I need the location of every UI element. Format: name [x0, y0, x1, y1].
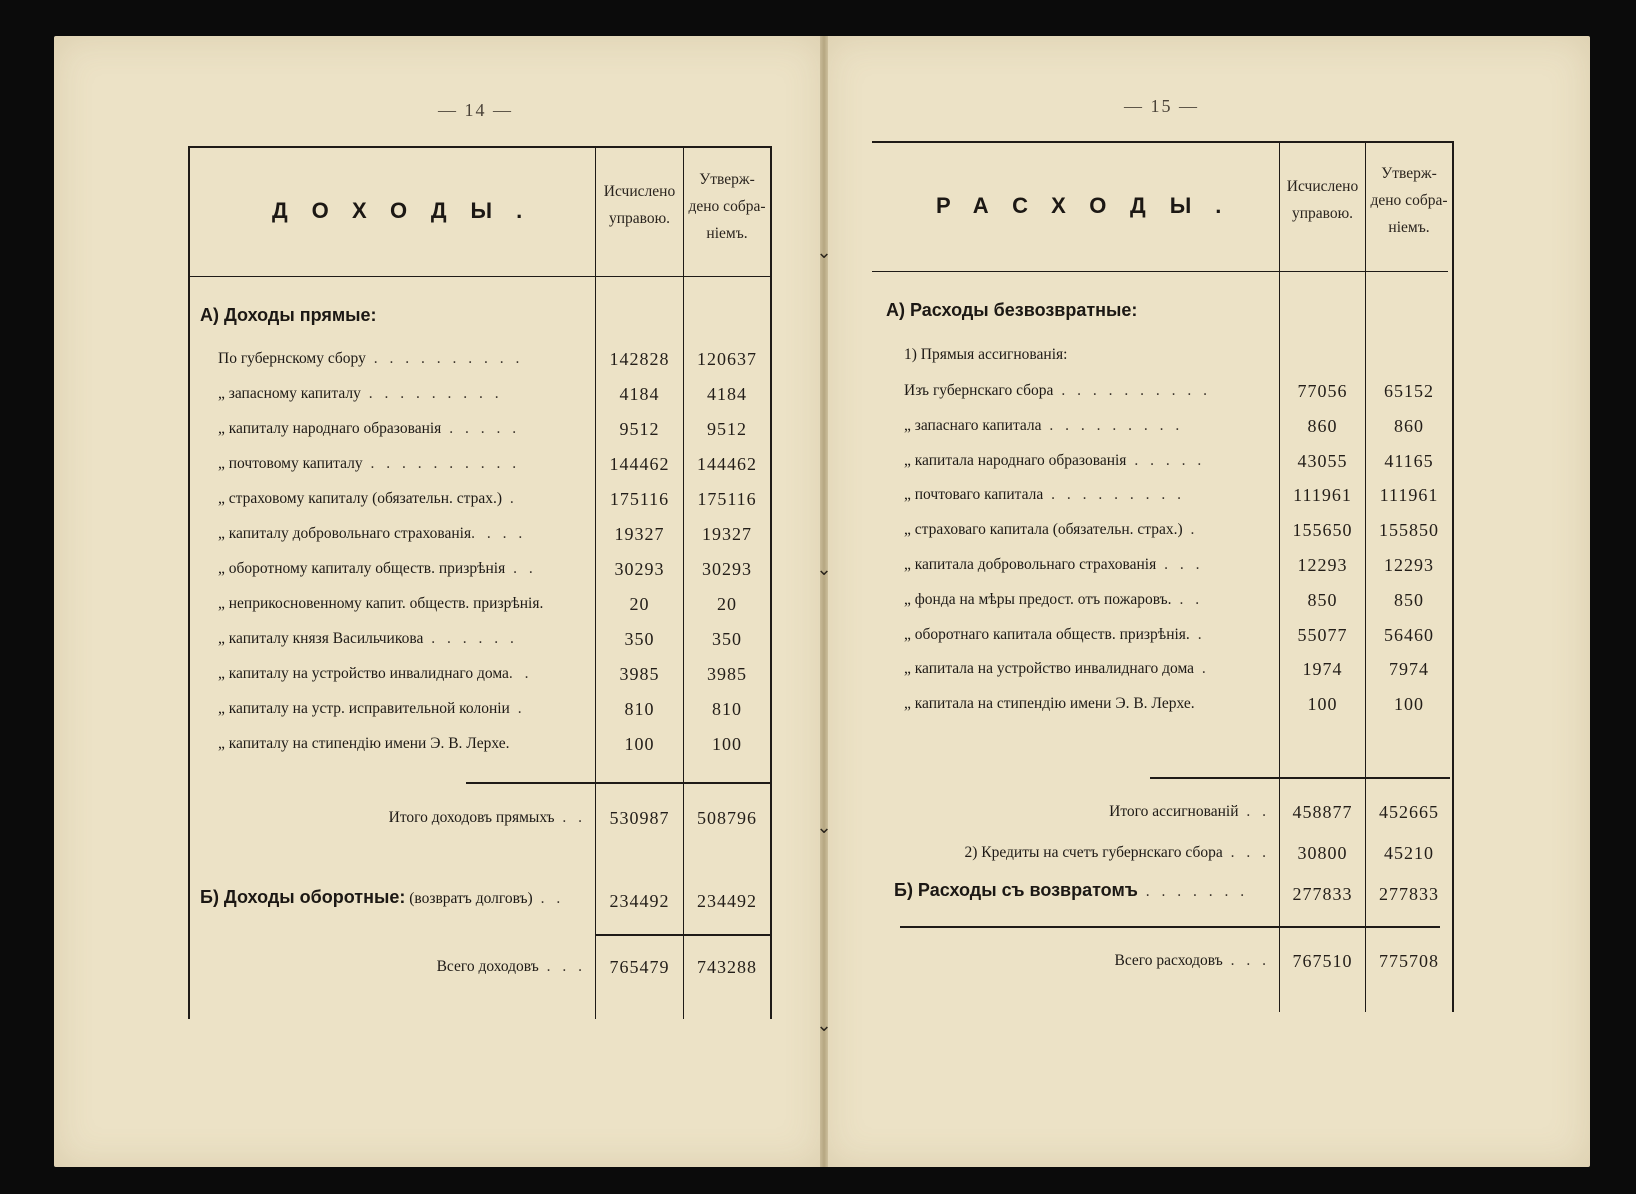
table-row [904, 620, 1274, 650]
row-label: „ неприкосновенному капит. обществ. призрѣнія. [218, 595, 544, 612]
table-top-rule [188, 146, 772, 148]
value-approved: 452665 [1379, 802, 1439, 822]
table-row [218, 624, 588, 654]
column-header-line: управою. [1291, 205, 1354, 222]
table-left-rule [188, 146, 190, 1019]
value-approved: 860 [1394, 415, 1424, 436]
value-approved: 19327 [702, 524, 752, 544]
column-header-line: управою. [608, 210, 671, 227]
value-estimated: 277833 [1292, 884, 1353, 904]
row-dots: . . [1238, 803, 1270, 820]
value-approved: 144462 [697, 454, 757, 474]
value-estimated: 20 [629, 594, 650, 614]
row-dots: . . [554, 809, 586, 826]
row-label: „ страховому капиталу (обязательн. страх.) [218, 490, 503, 507]
value-approved: 155850 [1379, 520, 1439, 541]
total-rule [596, 934, 770, 936]
row-label: „ капиталу на устройство инвалиднаго дома [218, 665, 509, 682]
row-dots: . . . [538, 958, 586, 975]
value-estimated: 850 [1307, 589, 1338, 610]
section-a-heading: А) Расходы безвозвратные: [886, 300, 1138, 320]
value-approved: 508796 [697, 808, 757, 828]
value-estimated: 19327 [614, 524, 665, 544]
grand-total-row [874, 946, 1278, 976]
row-dots: . . . . . . . . . [1041, 416, 1184, 434]
value-approved: 7974 [1389, 659, 1429, 680]
column-header-line: ніемъ. [706, 225, 748, 242]
row-dots: . . . . . [441, 420, 521, 437]
value-approved: 65152 [1384, 381, 1434, 401]
row-dots: . [1194, 660, 1210, 678]
table-row [218, 729, 588, 759]
value-approved: 4184 [707, 384, 747, 404]
row-dots: . . . . [471, 525, 527, 542]
value-approved: 20 [717, 594, 737, 614]
column-header-line: Исчислено [603, 183, 676, 200]
row-label: 2) Кредиты на счетъ губернскаго сбора [964, 844, 1223, 861]
table-row [904, 411, 1274, 441]
value-approved: 350 [712, 629, 742, 649]
row-dots: . . . . . . . . . . [365, 350, 524, 367]
stitch-mark: ⌄ [816, 242, 832, 263]
row-dots: . . . . . . . [1137, 883, 1249, 900]
value-approved: 100 [1394, 694, 1424, 715]
table-right-rule [1452, 141, 1454, 1012]
value-estimated: 155650 [1292, 520, 1353, 541]
row-label: „ оборотнаго капитала обществ. призрѣнія. [904, 625, 1190, 643]
column-header-line: Утверж- [699, 171, 755, 188]
value-estimated: 810 [624, 699, 655, 719]
value-estimated: 530987 [609, 808, 670, 828]
row-dots: . [1182, 521, 1199, 539]
row-label: Всего расходовъ [1114, 952, 1223, 969]
subtotal-rule [466, 782, 770, 784]
value-estimated: 767510 [1292, 951, 1353, 971]
section-b-heading [894, 880, 1248, 901]
grand-total-row [190, 952, 594, 982]
row-label: „ капиталу князя Васильчикова [218, 630, 424, 647]
stitch-mark: ⌄ [816, 1015, 832, 1036]
row-label: По губернскому сбору [218, 350, 366, 367]
table-row [218, 694, 588, 724]
row-label: Итого ассигнованій [1109, 803, 1239, 820]
value-estimated: 111961 [1293, 485, 1352, 506]
section-b-bold: Б) Доходы оборотные: [200, 887, 406, 907]
table-row [904, 585, 1274, 615]
total-rule [900, 926, 1440, 928]
section-b-bold: Б) Расходы съ возвратомъ [894, 880, 1138, 900]
value-approved: 775708 [1379, 951, 1439, 971]
row-label: „ капитала на устройство инвалиднаго дома [904, 660, 1195, 678]
value-approved: 45210 [1384, 843, 1434, 863]
row-dots: . . . . . . . . . . [362, 455, 521, 472]
row-label: „ фонда на мѣры предост. отъ пожаровъ. [904, 590, 1172, 608]
row-label: „ капиталу на устр. исправительной колоніи [218, 700, 510, 717]
value-estimated: 350 [624, 629, 655, 649]
value-estimated: 142828 [609, 349, 670, 369]
row-label: „ капитала народнаго образованія [904, 451, 1127, 469]
row-label: „ запаснаго капитала [904, 416, 1042, 434]
row-label: „ капитала на стипендію имени Э. В. Лерхе. [904, 695, 1195, 713]
value-estimated: 12293 [1297, 555, 1348, 575]
column-header-line: ніемъ. [1388, 219, 1430, 236]
value-approved: 9512 [707, 419, 747, 439]
value-approved: 56460 [1384, 624, 1434, 645]
table-title: РАСХОДЫ. [936, 193, 1246, 218]
row-dots: . . [1171, 590, 1204, 608]
value-approved: 100 [712, 734, 742, 754]
row-label: „ капиталу на стипендію имени Э. В. Лерхе. [218, 735, 510, 752]
credits-row [874, 838, 1278, 868]
book-spine [820, 36, 828, 1167]
column-header-approved [684, 166, 770, 247]
row-label: „ почтовому капиталу [218, 455, 363, 472]
table-row [218, 589, 588, 619]
row-label: „ почтоваго капитала [904, 486, 1044, 504]
table-row [218, 414, 588, 444]
value-approved: 111961 [1379, 485, 1439, 506]
value-approved: 12293 [1384, 555, 1434, 575]
table-row [904, 689, 1274, 719]
row-dots: . . . . . . . . . [1043, 486, 1186, 504]
stitch-mark: ⌄ [816, 817, 832, 838]
table-row [218, 554, 588, 584]
value-estimated: 4184 [619, 384, 660, 404]
value-estimated: 765479 [609, 957, 670, 977]
table-row [218, 484, 588, 514]
value-estimated: 3985 [619, 664, 660, 684]
table-right-rule [770, 146, 772, 1019]
row-label: „ капиталу народнаго образованія [218, 420, 442, 437]
page-number-right: — 15 — [1124, 96, 1199, 116]
table-row [218, 344, 588, 374]
row-dots: . . . [1222, 844, 1270, 861]
value-estimated: 9512 [619, 419, 660, 439]
section-b-note: (возвратъ долговъ) [405, 890, 533, 907]
row-dots: . [1189, 625, 1206, 643]
value-estimated: 43055 [1297, 450, 1348, 471]
row-dots: . . [532, 890, 565, 907]
column-header-estimated [1280, 173, 1365, 227]
table-row [904, 376, 1274, 406]
row-dots: . [509, 700, 526, 717]
row-dots: . . . . . . . . . [360, 385, 503, 402]
row-dots: . . . . . [1126, 451, 1206, 469]
value-estimated: 55077 [1297, 624, 1348, 645]
row-label: „ капиталу добровольнаго страхованія [218, 525, 472, 542]
column-header-line: дено собра- [1370, 192, 1448, 209]
header-rule [190, 276, 772, 277]
value-estimated: 458877 [1292, 802, 1353, 822]
value-estimated: 234492 [609, 891, 670, 911]
value-estimated: 860 [1307, 415, 1338, 436]
table-title: ДОХОДЫ. [272, 198, 547, 223]
value-estimated: 144462 [609, 454, 670, 474]
value-approved: 234492 [697, 891, 757, 911]
table-top-rule [872, 141, 1454, 143]
value-approved: 810 [712, 699, 742, 719]
table-row [904, 480, 1274, 510]
table-row [218, 519, 588, 549]
table-row [218, 449, 588, 479]
value-approved: 850 [1394, 589, 1424, 610]
table-row [904, 515, 1274, 545]
total-direct-row [190, 803, 594, 833]
row-dots: . . [508, 665, 533, 682]
value-approved: 30293 [702, 559, 752, 579]
value-approved: 277833 [1379, 884, 1439, 904]
section-b-heading [200, 887, 564, 908]
column-header-line: Утверж- [1381, 165, 1437, 182]
row-dots: . . . [1222, 952, 1270, 969]
row-label: Итого доходовъ прямыхъ [388, 809, 555, 826]
value-approved: 175116 [697, 489, 757, 509]
value-estimated: 77056 [1297, 381, 1348, 401]
row-label: „ запасному капиталу [218, 385, 361, 402]
value-estimated: 175116 [609, 489, 670, 509]
row-label: „ страховаго капитала (обязательн. страх.) [904, 521, 1183, 539]
column-header-line: Исчислено [1286, 178, 1359, 195]
table-row [218, 379, 588, 409]
table-row [218, 659, 588, 689]
row-dots: . . . [1156, 556, 1204, 573]
row-label: „ оборотному капиталу обществ. призрѣнія [218, 560, 506, 577]
value-approved: 120637 [697, 349, 757, 369]
row-label: „ капитала добровольнаго страхованія [904, 556, 1157, 573]
row-dots: . . . . . . [423, 630, 518, 647]
row-dots: . . . . . . . . . . [1053, 382, 1211, 399]
subtotal-rule [1150, 777, 1450, 779]
stitch-mark: ⌄ [816, 559, 832, 580]
column-header-estimated [596, 178, 683, 232]
table-row [904, 654, 1274, 684]
value-estimated: 30293 [614, 559, 665, 579]
table-row [904, 550, 1274, 580]
subsection-heading: 1) Прямыя ассигнованія: [904, 346, 1068, 363]
value-estimated: 100 [624, 734, 655, 754]
value-estimated: 100 [1307, 694, 1338, 715]
table-row [904, 446, 1274, 476]
column-header-line: дено собра- [688, 198, 766, 215]
section-a-heading: А) Доходы прямые: [200, 305, 377, 325]
value-approved: 743288 [697, 957, 757, 977]
value-approved: 41165 [1384, 450, 1434, 471]
row-label: Всего доходовъ [436, 958, 539, 975]
value-estimated: 1974 [1302, 659, 1343, 680]
value-estimated: 30800 [1297, 843, 1348, 863]
header-rule [872, 271, 1448, 272]
row-dots: . . [505, 560, 537, 577]
row-dots: . [502, 490, 518, 507]
column-header-approved [1366, 160, 1452, 241]
total-assignments-row [874, 797, 1278, 827]
page-number-left: — 14 — [438, 100, 513, 120]
row-label: Изъ губернскаго сбора [904, 382, 1054, 399]
value-approved: 3985 [707, 664, 747, 684]
